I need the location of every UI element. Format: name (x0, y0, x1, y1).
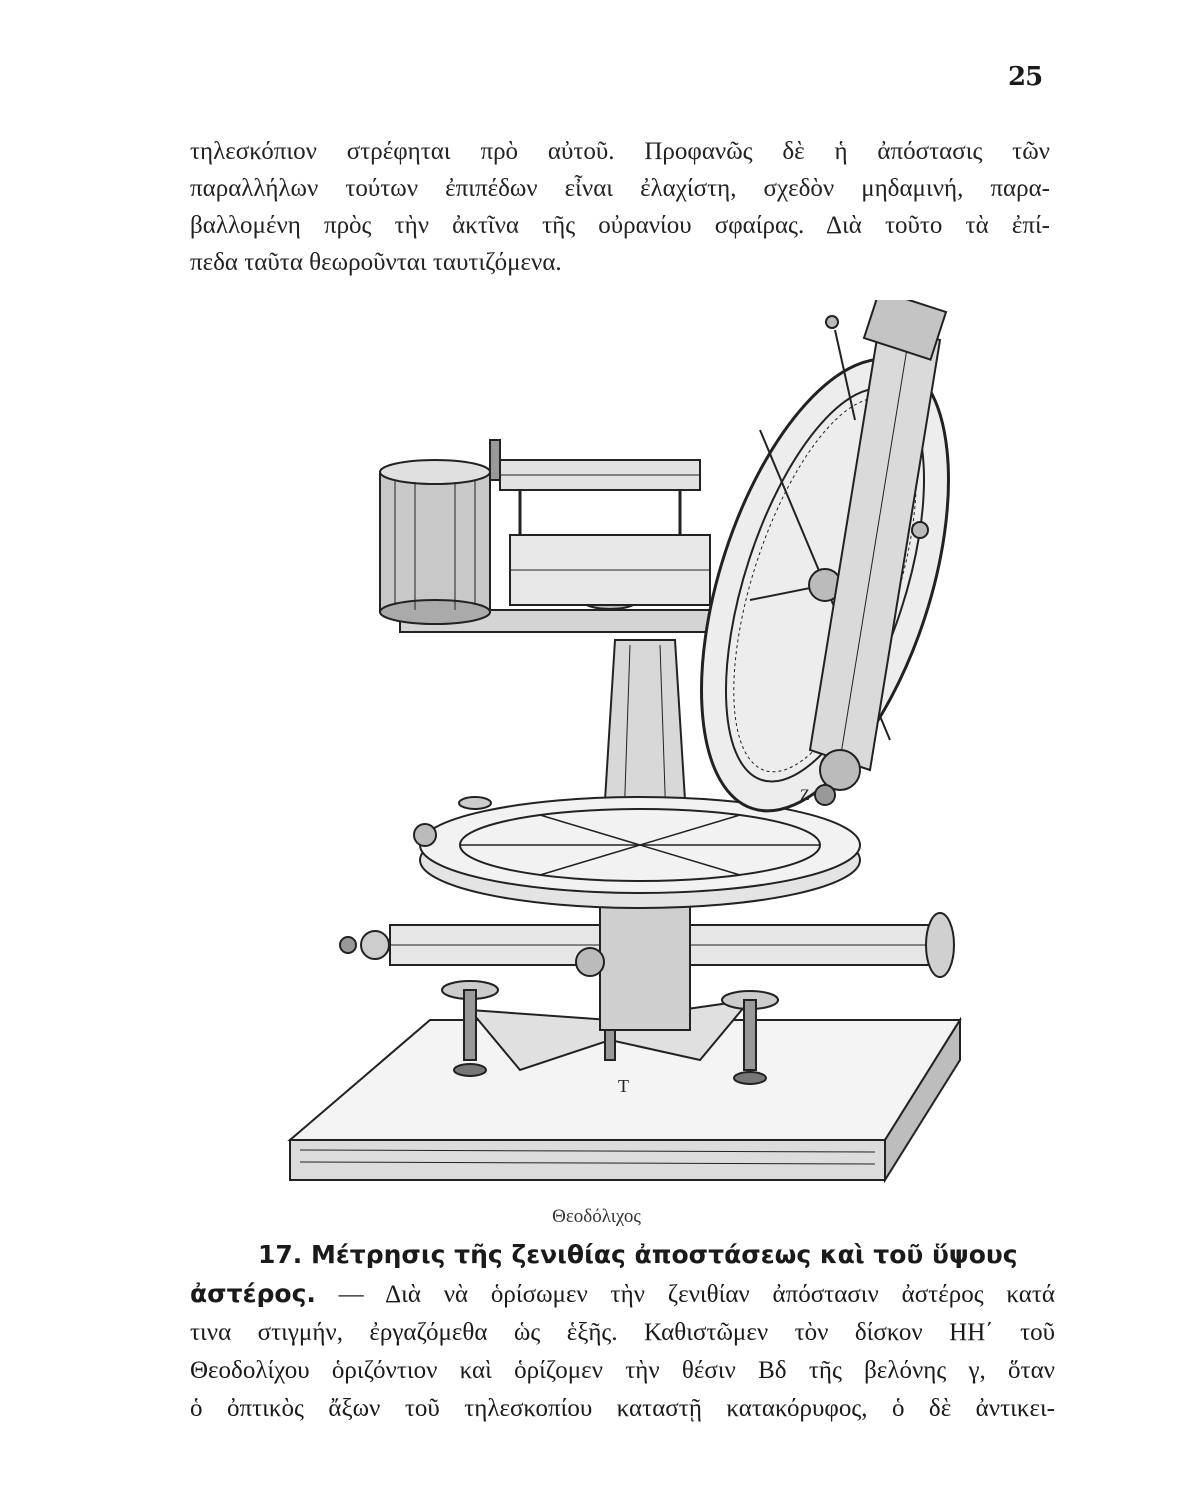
counterweight-drum (380, 460, 490, 624)
theodolite-illustration (280, 300, 980, 1200)
figure-label-t: T (618, 1076, 629, 1096)
section-heading-line1: 17. Μέτρησις τῆς ζενιθίας ἀποστάσεως καὶ τοῦ ὕψους (258, 1240, 1018, 1269)
page-number: 25 (1008, 62, 1043, 92)
section-heading-line2: ἀστέρος. (190, 1279, 316, 1308)
paragraph-line: πεδα ταῦτα θεωροῦνται ταυτιζόμενα. (190, 249, 562, 276)
paragraph-line: τηλεσκόπιον στρέφηται πρὸ αὐτοῦ. Προφανῶς δὲ ἡ ἀπόστασις τῶν (190, 138, 1050, 165)
section-line: ὁ ὀπτικὸς ἄξων τοῦ τηλεσκοπίου καταστῇ κατακόρυφος, ὁ δὲ ἀντικει- (190, 1395, 1055, 1422)
paragraph-line: παραλλήλων τούτων ἐπιπέδων εἶναι ἐλαχίστη, σχεδὸν μηδαμινή, παρα- (190, 175, 1050, 202)
figure-label-z: Ζ (800, 787, 810, 804)
top-paragraph (190, 133, 1050, 281)
paragraph-line: βαλλομένη πρὸς τὴν ἀκτῖνα τῆς οὐρανίου σφαίρας. Διὰ τοῦτο τὰ ἐπί- (190, 212, 1050, 239)
section-line: Θεοδολίχου ὁριζόντιον καὶ ὁρίζομεν τὴν θέσιν Βδ τῆς βελόνης γ, ὅταν (190, 1357, 1055, 1384)
em-dash: — (315, 1281, 386, 1308)
figure-caption: Θεοδόλιχος (552, 1206, 641, 1227)
section-17 (190, 1236, 1055, 1428)
horizontal-circle (414, 797, 860, 908)
section-line (190, 1275, 1055, 1314)
section-heading (190, 1236, 1055, 1275)
section-line: τινα στιγμήν, ἐργαζόμεθα ὡς ἑξῆς. Καθιστῶμεν τὸν δίσκον ΗΗ΄ τοῦ (190, 1319, 1055, 1346)
section-line-text: Διὰ νὰ ὁρίσωμεν τὴν ζενιθίαν ἀπόστασιν ἀστέρος κατά (385, 1281, 1055, 1308)
